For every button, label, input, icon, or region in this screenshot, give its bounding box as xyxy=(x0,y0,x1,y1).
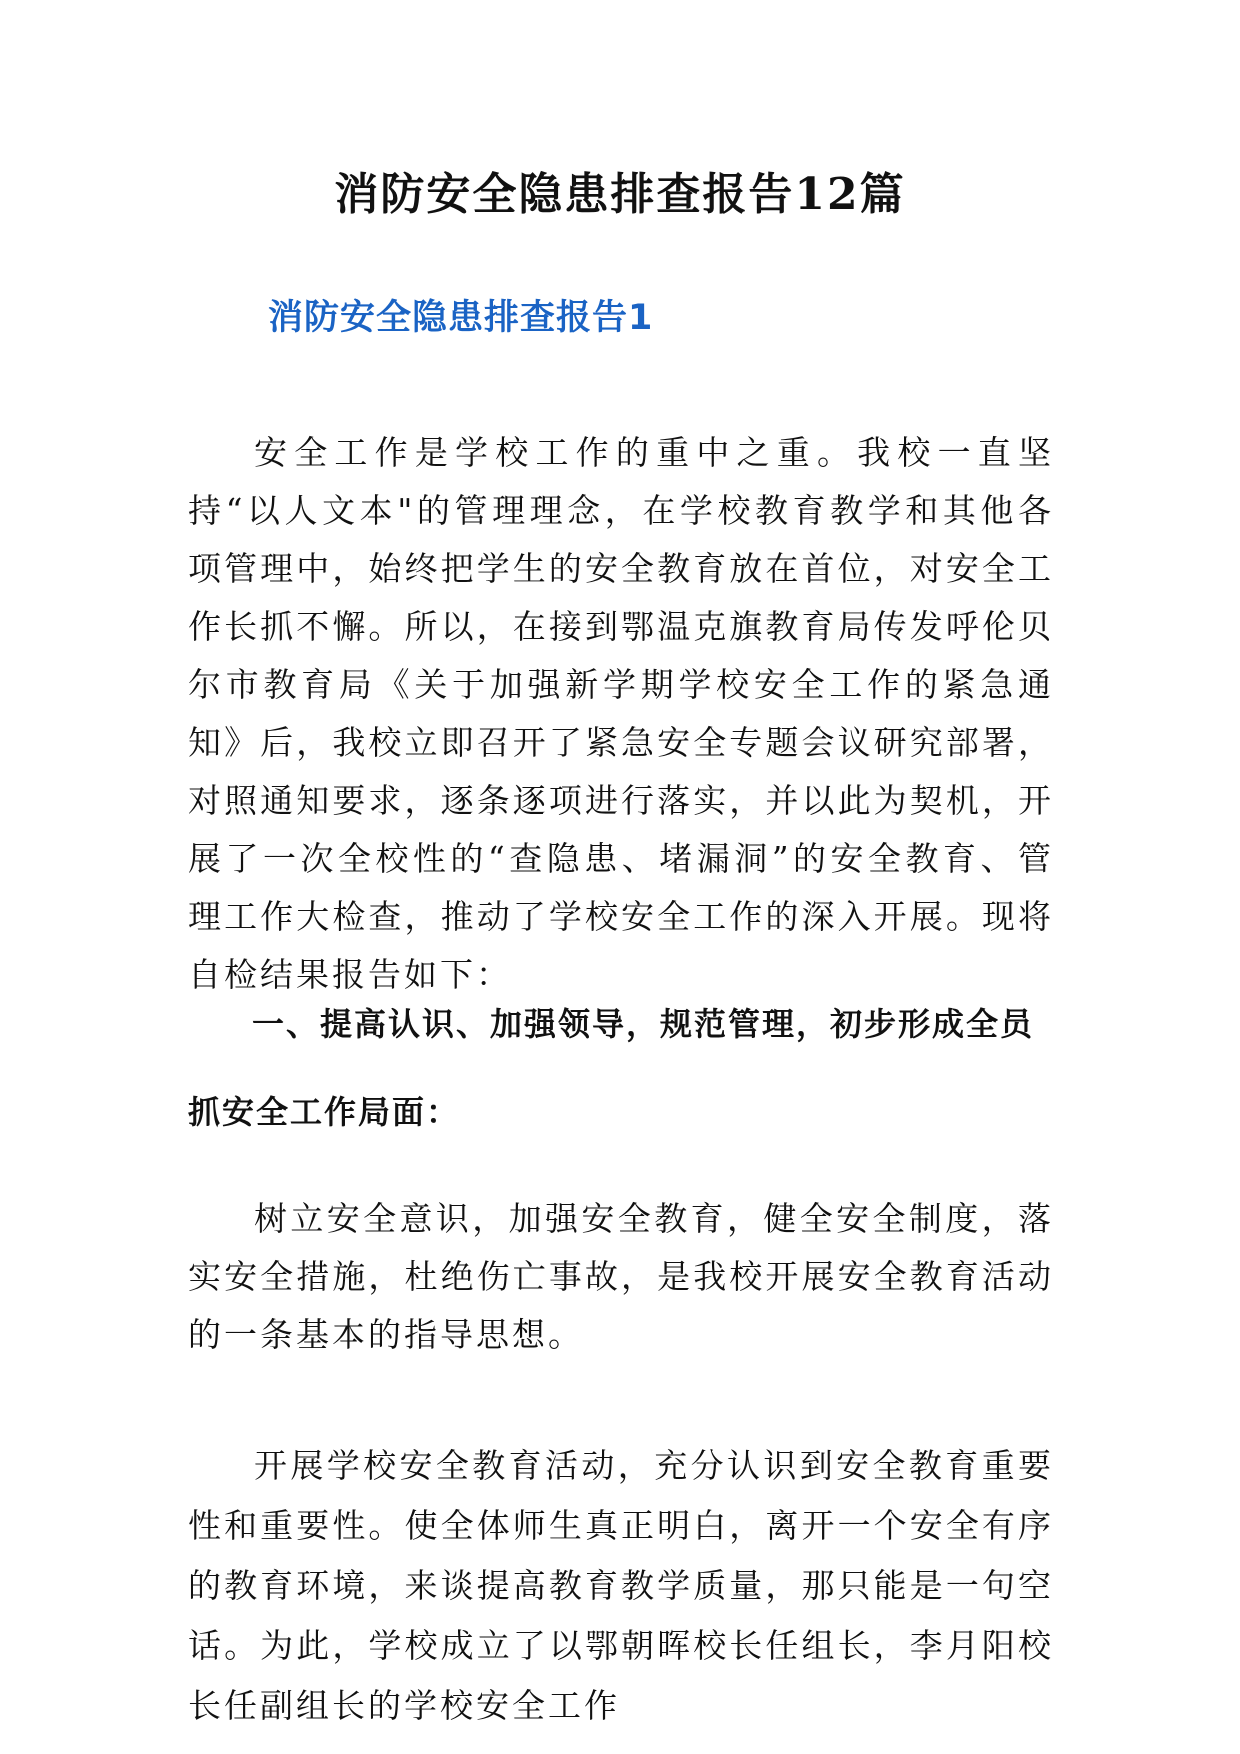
paragraph-guiding-thought: 树立安全意识，加强安全教育，健全安全制度，落实安全措施，杜绝伤亡事故，是我校开展安全教育活动的一条基本的指导思想。 xyxy=(188,1199,1054,1354)
paragraph-intro: 安全工作是学校工作的重中之重。我校一直坚持“以人文本"的管理理念，在学校教育教学和其他各项管理中，始终把学生的安全教育放在首位，对安全工作长抓不懈。所以，在接到鄂温克旗教育局传发呼伦贝尔市教育局《关于加强新学期学校安全工作的紧急通知》后，我校立即召开了紧急安全专题会议研究部署，对照通知要求，逐条逐项进行落实，并以此为契机，开展了一次全校性的“查隐患、堵漏洞”的安全教育、管理工作大检查，推动了学校安全工作的深入开展。现将自检结果报告如下： xyxy=(188,433,1054,994)
heading-one: 一、提高认识、加强领导，规范管理，初步形成全员抓安全工作局面： xyxy=(188,1005,1035,1131)
paragraph-safety-education: 开展学校安全教育活动，充分认识到安全教育重要性和重要性。使全体师生真正明白，离开一个安全有序的教育环境，来谈提高教育教学质量，那只能是一句空话。为此，学校成立了以鄂朝晖校长任组长，李月阳校长任副组长的学校安全工作 xyxy=(188,1446,1054,1725)
document-title: 消防安全隐患排查报告12篇 xyxy=(334,169,906,220)
section-title: 消防安全隐患排查报告1 xyxy=(268,298,654,338)
